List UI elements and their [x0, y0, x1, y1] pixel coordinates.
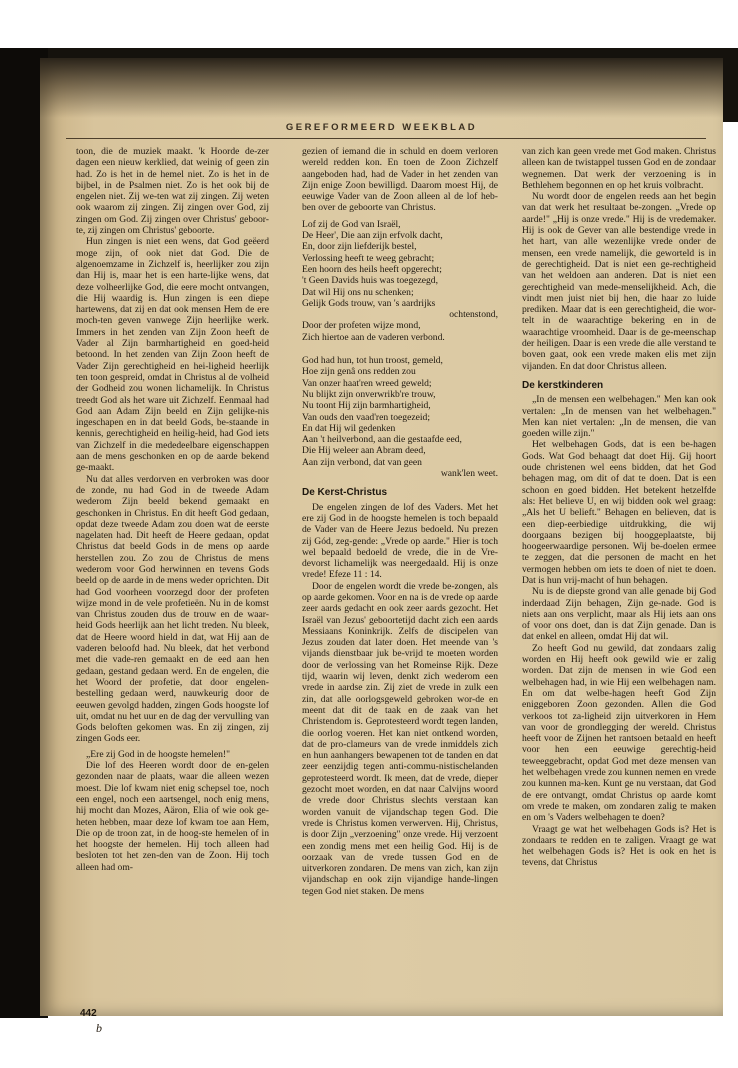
- poem-line: En dat Hij wil gedenken: [302, 422, 396, 434]
- section-heading: De kerstkinderen: [522, 379, 604, 391]
- poem-line: Zich hiertoe aan de vaderen verbond.: [302, 331, 445, 343]
- poem-line: wank'len weet.: [440, 468, 498, 480]
- page-shadow: [40, 58, 723, 118]
- paragraph: „In de mensen een welbehagen." Men kan ook vertalen: „In de mensen van het welbehagen." Men kan niet vertalen: „In de mensen, die van goeden wille zijn.": [522, 394, 716, 440]
- paragraph: Zo heeft God nu gewild, dat zondaars zalig worden en Hij heeft ook gewild wie er zalig worden. Dat zijn de mensen in wie God een welbehagen had, in wie Hij een welbehagen nam. En om dat welbe-hagen heeft God Zijn eniggeboren Zoon gezonden. Allen die God verkoos tot za-ligheid zijn uitverkoren in Hem van voor de grondlegging der wereld. Christus heeft voor de Zijnen het rantsoen betaald en heeft voor hen een eeuwige gerechtig-heid teweeggebracht, opdat God met deze mensen van het welbehagen vrede zou kunnen nemen en vrede zou kunnen ma-ken. Kunt ge nu verstaan, dat God de ere ontvangt, omdat Christus op aarde komt om vrede te maken, om zondaren zalig te maken en om 's Vaders welbehagen te doen?: [522, 642, 716, 824]
- poem-line: Nu toont Hij zijn barmhartigheid,: [302, 400, 431, 412]
- column-1: [76, 146, 269, 873]
- poem-line: Van onzer haat'ren wreed geweld;: [302, 377, 432, 389]
- poem-line: Door der profeten wijze mond,: [302, 320, 421, 332]
- paragraph: Het welbehagen Gods, dat is een be-hagen Gods. Wat God behaagt dat doet Hij. Gij hoort oude christenen wel eens bidden, dat het God behagen mag, om dit of dat te doen. Dat is een schoon en goed bidden. Het betekent hetzelfde als: Het believe U, en wij bidden ook wel graag: „Als het U belieft." Behagen en believen, dat is een diep-eerbiedige uitdrukking, die wij doorgaans bezigen bij hooggeplaatste, bij hoogeerwaardige personen. Wij be-doelen ermee te zeggen, dat die personen de macht en het vermogen hebben om iets te doen of niet te doen. Dat is hun vrij-macht of hun behagen.: [522, 439, 716, 586]
- poem-line: God had hun, tot hun troost, gemeld,: [302, 355, 443, 367]
- column-3: [522, 146, 716, 869]
- poem-line: De Heer', Die aan zijn erfvolk dacht,: [302, 230, 443, 242]
- poem-line: Aan 't heilverbond, aan die gestaafde eed,: [302, 434, 462, 446]
- poem-line: Nu blijkt zijn onverwrikb're trouw,: [302, 388, 436, 400]
- column-2: [302, 146, 498, 897]
- paragraph: De engelen zingen de lof des Vaders. Met het ere zij God in de hoogste hemelen is toch bepaald de Vader van de Heere Jezus bedoeld. Nu prezen zij Gód, zeg-gende: „Vrede op aarde." Hier is toch wel bepaald bedoeld de vrede, die in de Vre-devorst lichamelijk was neergedaald. Hij is onze vrede! Efeze 11 : 14.: [302, 501, 498, 581]
- page-number: 442: [80, 1008, 97, 1019]
- poem-line: En, door zijn liefderijk bestel,: [302, 241, 417, 253]
- paragraph: Nu is de diepste grond van alle genade bij God inderdaad Zijn behagen, Zijn ge-nade. God is niets aan ons verplicht, maar als Hij iets aan ons of voor ons doet, dan is dat Zijn genade. Dan is dat enkel en alleen, omdat Hij dat wil.: [522, 586, 716, 643]
- paragraph: Nu wordt door de engelen reeds aan het begin van dat werk het resultaat be-zongen. „Vrede op aarde!" „Hij is onze vrede." Hij is de vredemaker. Hij is ook de Gever van alle bestendige vrede in het hart, van alle wezenlijke vrede onder de mensen, een vrede namelijk, die geworteld is in de gerechtigheid. Dat is niet een ge-rechtigheid van het weldoen aan anderen. Dat is niet een gerechtigheid van mede-menselijkheid. Ach, die vindt men juist niet bij hen, die haar zo luide prediken. Maar dat is een gerechtigheid, die wor-telt in de waarachtige bekering en in de waarachtige vroomheid. Daar is de ge-meenschap der heiligen. Daar is een vrede die alle verstand te boven gaat, ook een vrede maken elis met zijn vijanden. En dat door Christus alleen.: [522, 191, 716, 372]
- paragraph: toon, die de muziek maakt. 'k Hoorde de-zer dagen een nieuw kerklied, dat weinig of geen zin had. Zo is het in de hemel niet. Zo is het in de bijbel, in de Psalmen niet. Zo is het ook bij de engelen niet. Zij we-ten wat zij zingen. Zij weten ook waarom zij zingen. Zij zingen over God, zij zingen om God. Zij zingen over Christus' geboor-te, zij zingen om Christus' geboorte.: [76, 146, 269, 237]
- quote-paragraph: „Ere zij God in de hoogste hemelen!": [86, 748, 231, 760]
- handwritten-mark: b: [96, 1021, 102, 1035]
- poem-line: Lof zij de God van Israël,: [302, 218, 401, 230]
- poem-line: 't Geen Davids huis was toegezegd,: [302, 275, 439, 287]
- paragraph: Door de engelen wordt die vrede be-zongen, als op aarde gekomen. Voor en na is de vrede op aarde zeer aards gedacht en ook zeer aards gezocht. Het Israël van Jezus' geboortetijd dacht zich een aards Messiaans Koninkrijk. Zelfs de discipelen van Jezus zouden dat later doen. Het meende van 's vijands dienstbaar juk be-vrijd te moeten worden door de verlossing van het Romeinse Rijk. Deze tijd, waarin wij leven, denkt zich wederom een vrede in aardse zin. Zij ziet de vrede in zulk een zin, dat alle oorlogsgeweld gebroken wor-de en meent dat dit de taak en de zaak van het Christendom is. Geprotesteerd wordt tegen landen, die oorlog voeren. Het kan niet ontkend worden, dat de pro-clameurs van de vrede inmiddels zich en hun aanhangers bewapenen tot de tanden en dat zeer eenzijdig tegen anti-commu-nistischelanden geprotesteerd wordt. Ik meen, dat de vrede, dieper gezocht moet worden, en dat naar Calvijns woord de vrede door Christus slechts verstaan kan worden vanuit de vijandschap tegen God. Die vrede is Christus komen verwerven. Hij, Christus, is door Zijn „verzoening" onze vrede. Hij verzoent een zondig mens met een heilig God. Hij is de oorzaak van de vrede tussen God en de uitverkoren zondaren. De mens van zich, kan zijn vijandschap en ook zijn vijandige hande-lingen tegen God niet staken. De mens: [302, 580, 498, 897]
- poem-line: Gelijk Gods trouw, van 's aardrijks: [302, 297, 436, 309]
- poem-line: Van ouds den vaad'ren toegezeid;: [302, 411, 430, 423]
- paragraph: Vraagt ge wat het welbehagen Gods is? Het is zondaars te redden en te zaligen. Vraagt ge wat het welbehagen Gods is? Het is ook en het is tevens, dat Christus: [522, 823, 716, 869]
- paragraph: gezien of iemand die in schuld en doem verloren wereld redden kon. En toen de Zoon Zichzelf aangeboden had, had de Vader in het zenden van Zijn enige Zoon bewilligd. Daarom moest Hij, de eeuwige Vader van de Zoon alleen al de lof heb-ben over de geboorte van Christus.: [302, 146, 498, 214]
- poem-line: Die Hij weleer aan Abram deed,: [302, 445, 426, 457]
- poem-stanza-1: [302, 219, 498, 343]
- poem-line: Hoe zijn genâ ons redden zou: [302, 366, 416, 378]
- poem-line: Dat wil Hij ons nu schenken;: [302, 286, 414, 298]
- paragraph: Die lof des Heeren wordt door de en-gelen gezonden naar de plaats, waar die alleen wezen moest. Die lof kwam niet enig schepsel toe, noch een engel, noch een aartsengel, noch enig mens, hij mocht dan Mozes, Aäron, Elia of wie ook ge-heten hebben, maar deze lof kwam toe aan Hem, Die op de troon zat, in de hoog-ste hemelen of in het hoogste der hemelen. Hij toch alleen had besloten tot het zen-den van de Zoon. Hij toch alleen had om-: [76, 760, 269, 873]
- poem-line: Aan zijn verbond, dat van geen: [302, 456, 422, 468]
- header-rule: [66, 138, 706, 139]
- poem-stanza-2: [302, 355, 498, 479]
- running-head: GEREFORMEERD WEEKBLAD: [285, 122, 478, 133]
- paragraph: Hun zingen is niet een wens, dat God geëerd moge zijn, of ook niet dat God. Die de algenoemzame in Zichzelf is, heerlijker zou zijn dan Hij is, maar het is een harte-lijke wens, dat deze volheerlijke God, die eere mocht ontvangen, die Hij waardig is. Hun zingen is een diepe hartewens, dat zij en dat ook mensen Hem de ere moch-ten geven vanwege Zijn heerlijke werk. Immers in het zenden van Zijn Zoon heeft de Vader al Zijn barmhartigheid en goed-heid betoond. In het zenden van Zijn Zoon heeft de Vader Zijn gerechtigheid en hei-ligheid heerlijk ten toon gespreid, omdat in Christus al de volheid der Godheid zou wonen lichamelijk. In Christus treedt God als het ware uit Zichzelf. Eenmaal had God aan Adam Zijn beeld en Zijn gelijke-nis ingeschapen en in dat beeld Gods, be-staande in kennis, gerechtigheid en heilig-heid, had God iets van Zichzelf in die mededeelbare eigenschappen aan de mens geschonken en op de aarde bekend ge-maakt.: [76, 236, 269, 474]
- poem-line: Verlossing heeft te weeg gebracht;: [302, 252, 435, 264]
- paragraph: Nu dat alles verdorven en verbroken was door de zonde, nu had God in de tweede Adam wederom Zijn beeld bekend gemaakt en geschonken in Christus. En dit heeft God gedaan, opdat deze tweede Adam zou doen wat de eerste nagelaten had. Dit heeft de Heere gedaan, opdat Christus dat beeld Gods in de mens op aarde herstellen zou. Zo zou de Christus de mens wederom voor God herwinnen en tevens Gods beeld op de aarde in de mens weder oprichten. Dit had God voorheen voorzegd door der profeten wijze mond in de vele profetieën. Nu in de komst van Christus zouden dus de trouw en de waar-heid Gods heerlijk aan het licht treden. Nu bleek, dat de Heere woord hield in dat, wat Hij aan de vaderen beloofd had. Nu bleek, dat het verbond met die vade-ren gemaakt en de eed aan hen gedaan, gestand gedaan werd. En de engelen, die het Woord der profetie, dat door engelen-bestelling gedaan werd, nauwkeurig door de eeuwen gevolgd hadden, zingen Gods hoogste lof uit, omdat nu het uur en de dag der vervulling van Gods beloften gekomen was. En zij zingen, zij zingen Gods eer.: [76, 473, 269, 745]
- section-heading: De Kerst-Christus: [302, 487, 388, 499]
- poem-line: Een hoorn des heils heeft opgerecht;: [302, 263, 442, 275]
- magazine-page: [40, 58, 723, 1035]
- paragraph: van zich kan geen vrede met God maken. Christus alleen kan de twistappel tussen God en de zondaar wegnemen. Dat werk der verzoening is in Bethlehem begonnen en op het kruis volbracht.: [522, 146, 716, 191]
- poem-line: ochtenstond,: [449, 309, 498, 321]
